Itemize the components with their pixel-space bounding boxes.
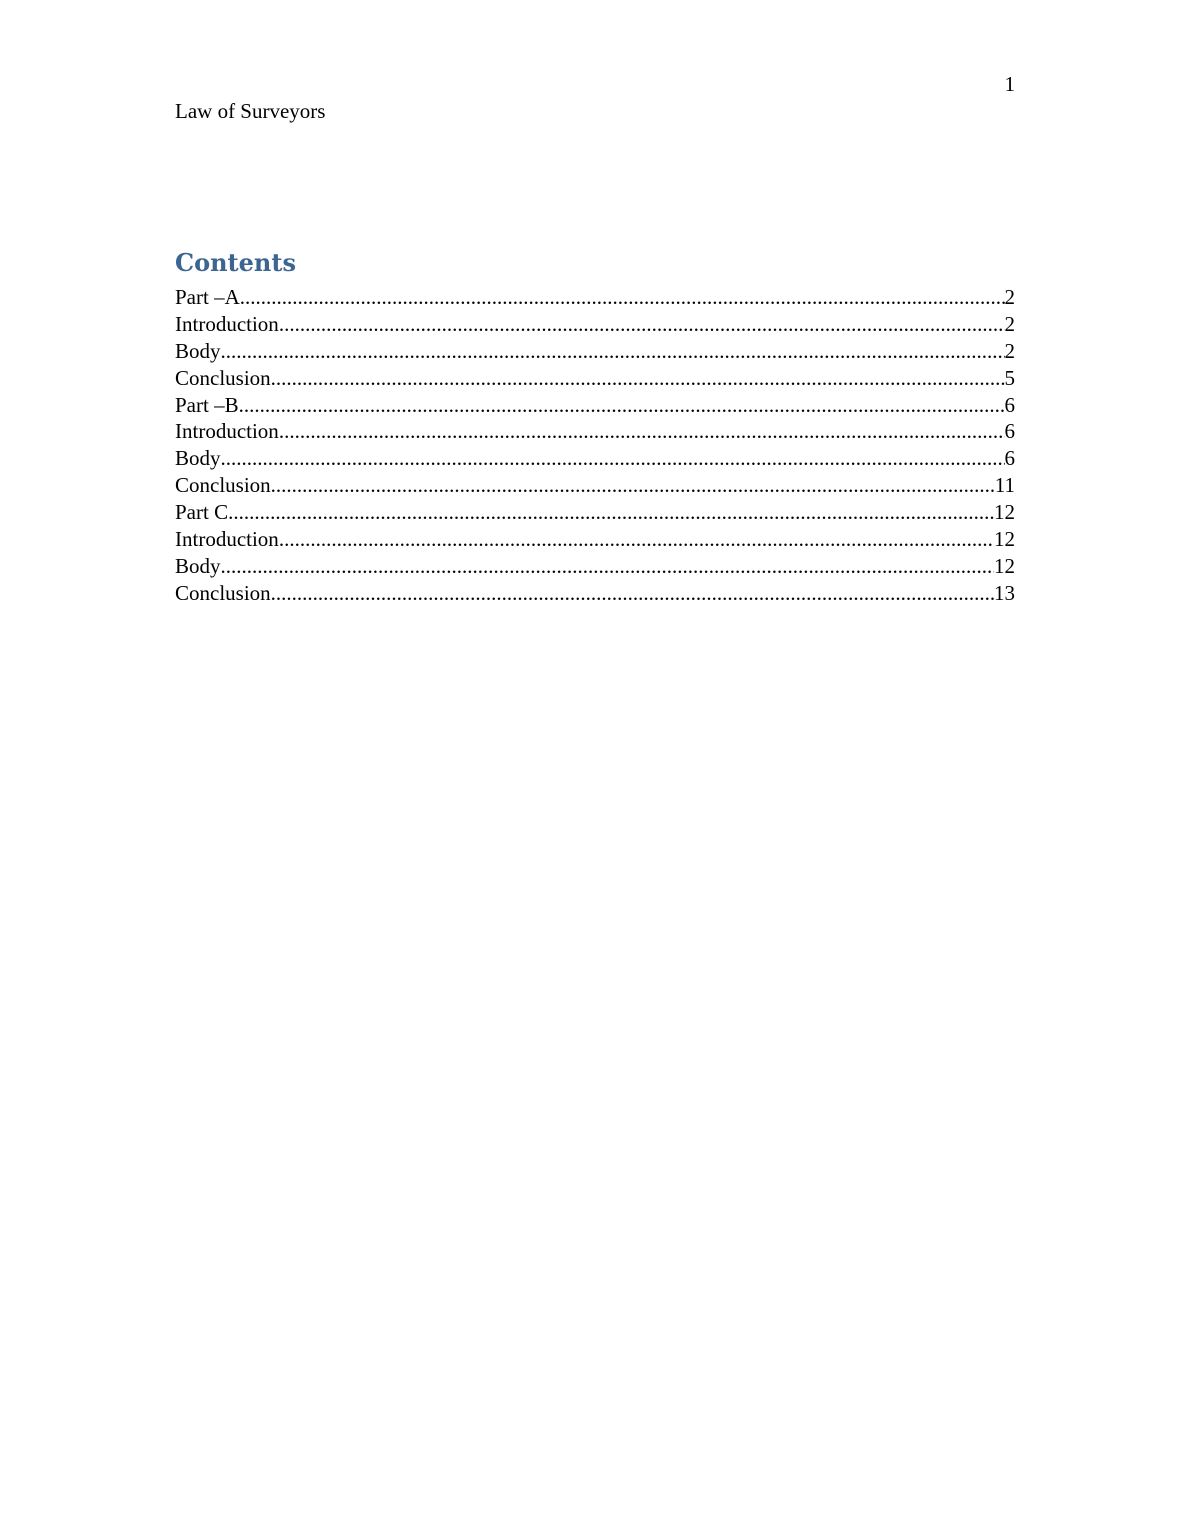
toc-entry-part-a[interactable] (175, 284, 1015, 311)
page-number: 1 (1004, 72, 1015, 96)
toc-entry-label: Body (175, 553, 221, 578)
toc-dot-leader (228, 499, 994, 526)
toc-entry-part-c-introduction[interactable] (175, 526, 1015, 553)
toc-entry-label: Part C (175, 500, 229, 525)
toc-dot-leader (279, 311, 1005, 338)
toc-entry-page: 2 (1004, 338, 1015, 363)
toc-entry-label: Introduction (175, 527, 279, 552)
toc-entry-page: 2 (1004, 285, 1015, 309)
toc-entry-label: Introduction (175, 419, 279, 444)
toc-entry-label: Body (175, 446, 221, 471)
toc-dot-leader (271, 580, 994, 607)
toc-dot-leader (271, 365, 1005, 392)
toc-entry-label: Conclusion (175, 365, 271, 390)
toc-entry-page: 6 (1004, 392, 1015, 417)
toc-entry-page: 2 (1004, 311, 1015, 336)
table-of-contents (175, 284, 1015, 607)
toc-entry-page: 11 (994, 473, 1015, 498)
toc-entry-part-b-body[interactable] (175, 445, 1015, 472)
toc-entry-page: 13 (994, 580, 1015, 605)
toc-entry-page: 12 (994, 527, 1015, 552)
toc-entry-label: Introduction (175, 311, 279, 336)
toc-heading: Contents (175, 248, 296, 277)
toc-entry-label: Body (175, 338, 221, 363)
toc-entry-label: Conclusion (175, 580, 271, 605)
toc-entry-part-a-body[interactable] (175, 338, 1015, 365)
toc-entry-label: Conclusion (175, 473, 271, 498)
toc-entry-part-c-conclusion[interactable] (175, 580, 1015, 607)
toc-entry-label: Part –B (175, 392, 239, 417)
toc-dot-leader (271, 472, 995, 499)
toc-entry-page: 12 (994, 553, 1015, 578)
toc-dot-leader (279, 526, 994, 553)
toc-entry-page: 6 (1004, 419, 1015, 444)
toc-dot-leader (240, 284, 1005, 311)
toc-entry-page: 6 (1004, 446, 1015, 471)
toc-dot-leader (239, 392, 1005, 419)
toc-entry-part-b[interactable] (175, 392, 1015, 419)
toc-entry-page: 12 (994, 500, 1015, 525)
toc-entry-part-a-conclusion[interactable] (175, 365, 1015, 392)
toc-dot-leader (221, 338, 1005, 365)
toc-entry-part-c-body[interactable] (175, 553, 1015, 580)
toc-dot-leader (279, 418, 1005, 445)
toc-dot-leader (221, 445, 1005, 472)
toc-entry-part-a-introduction[interactable] (175, 311, 1015, 338)
toc-entry-page: 5 (1004, 365, 1015, 390)
running-head: Law of Surveyors (175, 99, 326, 123)
toc-entry-part-c[interactable] (175, 499, 1015, 526)
toc-entry-label: Part –A (175, 285, 240, 309)
toc-dot-leader (221, 553, 994, 580)
toc-entry-part-b-introduction[interactable] (175, 418, 1015, 445)
toc-entry-part-b-conclusion[interactable] (175, 472, 1015, 499)
